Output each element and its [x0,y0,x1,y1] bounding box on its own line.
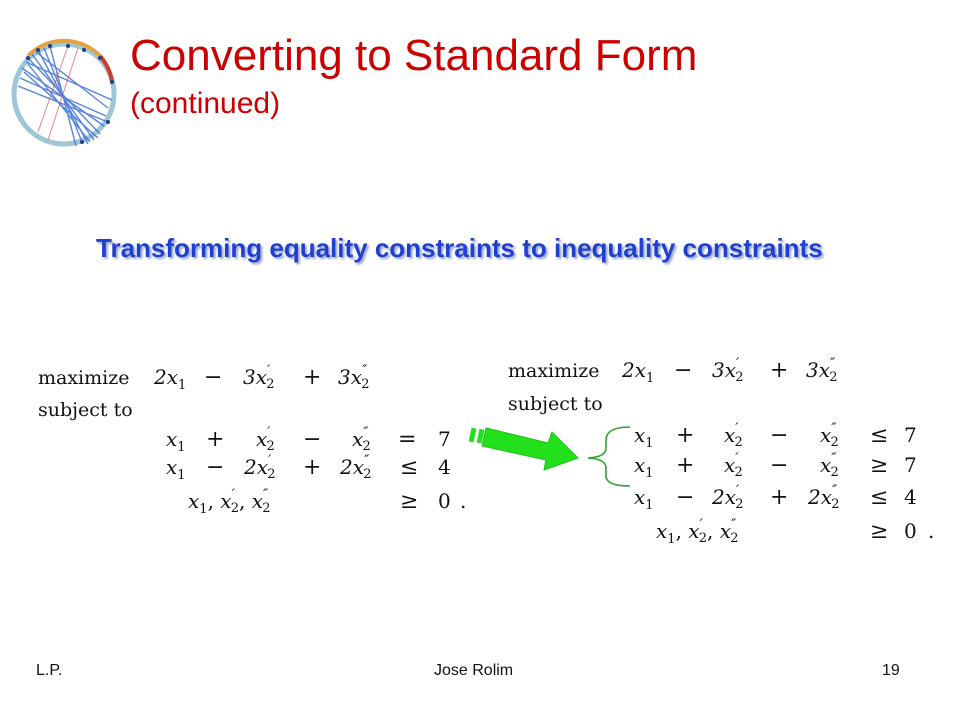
svg-text:x1: $x_1$ [634,485,654,513]
footer-course: L.P. [36,662,63,679]
svg-text:−: − [204,365,223,390]
svg-text:+: + [676,453,695,478]
left-constraint-word: subject to [38,399,133,421]
svg-text:−: − [770,453,789,478]
svg-text:2x1: $2x_1$ [154,365,187,393]
right-objective [621,356,838,386]
slide-subtitle: (continued) [130,87,281,120]
svg-text:−: − [770,423,789,448]
svg-text:2x′2: 2x′ 2 [244,453,276,482]
svg-text:≥: ≥ [400,489,419,514]
svg-text:7: 7 [904,423,917,447]
svg-text:x1: $x_1$ [166,427,186,455]
svg-text:2x′2: 2x′ 2 [712,483,744,512]
svg-text:x1, x′2, x″2: $x_1$, x′ 2, x″ 2 [656,517,739,547]
svg-text:.: . [460,489,467,513]
svg-text:x1: $x_1$ [166,455,186,483]
svg-text:3x′2: 3x′ 2 [243,363,275,392]
slide-title: Converting to Standard Form [130,31,698,80]
right-objective-word: maximize [508,360,600,382]
svg-text:7: 7 [438,427,451,451]
svg-text:0: 0 [904,519,917,543]
svg-text:x″2: x″ 2 [352,425,371,454]
footer-page-number: 19 [882,662,900,679]
right-constraint-2 [634,451,917,481]
svg-text:0: 0 [438,489,451,513]
svg-text:7: 7 [904,453,917,477]
right-constraint-1 [634,421,917,451]
svg-text:+: + [770,485,789,510]
svg-text:+: + [303,455,322,480]
right-nonnegativity [656,517,934,547]
svg-text:3x″2: 3x″ 2 [806,356,838,385]
left-objective-word: maximize [38,367,130,389]
svg-text:x1: $x_1$ [634,423,654,451]
svg-text:x′2: x′ 2 [724,421,743,450]
left-objective [153,363,370,393]
footer-author: Jose Rolim [434,662,514,679]
svg-text:≤: ≤ [870,423,889,448]
svg-text:−: − [206,455,225,480]
svg-text:x″2: x″ 2 [820,421,839,450]
svg-text:3x″2: 3x″ 2 [338,363,370,392]
left-lp [38,363,466,517]
svg-text:≥: ≥ [870,453,889,478]
svg-text:≥: ≥ [870,519,889,544]
svg-text:−: − [676,485,695,510]
left-constraint-2 [166,453,451,483]
svg-text:3x′2: 3x′ 2 [712,356,744,385]
svg-text:4: 4 [438,455,451,479]
svg-text:≤: ≤ [400,455,419,480]
section-heading: Transforming equality constraints to inequality constraints [96,233,823,263]
svg-text:x1: $x_1$ [634,453,654,481]
svg-text:−: − [674,358,693,383]
svg-text:x′2: x′ 2 [724,451,743,480]
svg-text:2x″2: 2x″ 2 [808,483,840,512]
svg-text:2x1: $2x_1$ [622,358,655,386]
brace-icon [588,427,630,486]
right-constraint-3 [634,483,917,513]
svg-text:+: + [206,427,225,452]
svg-text:+: + [303,365,322,390]
svg-text:−: − [303,427,322,452]
svg-text:x1, x′2, x″2: $x_1$, x′ 2, x″ 2 [188,487,271,517]
left-nonnegativity [188,487,466,517]
svg-text:=: = [398,427,417,452]
right-arrow-icon [469,428,578,470]
svg-text:4: 4 [904,485,917,509]
svg-text:.: . [928,519,935,543]
right-constraint-word: subject to [508,393,603,415]
svg-text:+: + [770,358,789,383]
svg-text:x′2: x′ 2 [256,425,275,454]
svg-text:≤: ≤ [870,485,889,510]
svg-text:2x″2: 2x″ 2 [340,453,372,482]
svg-text:x″2: x″ 2 [820,451,839,480]
svg-text:+: + [676,423,695,448]
left-constraint-1 [166,425,451,455]
